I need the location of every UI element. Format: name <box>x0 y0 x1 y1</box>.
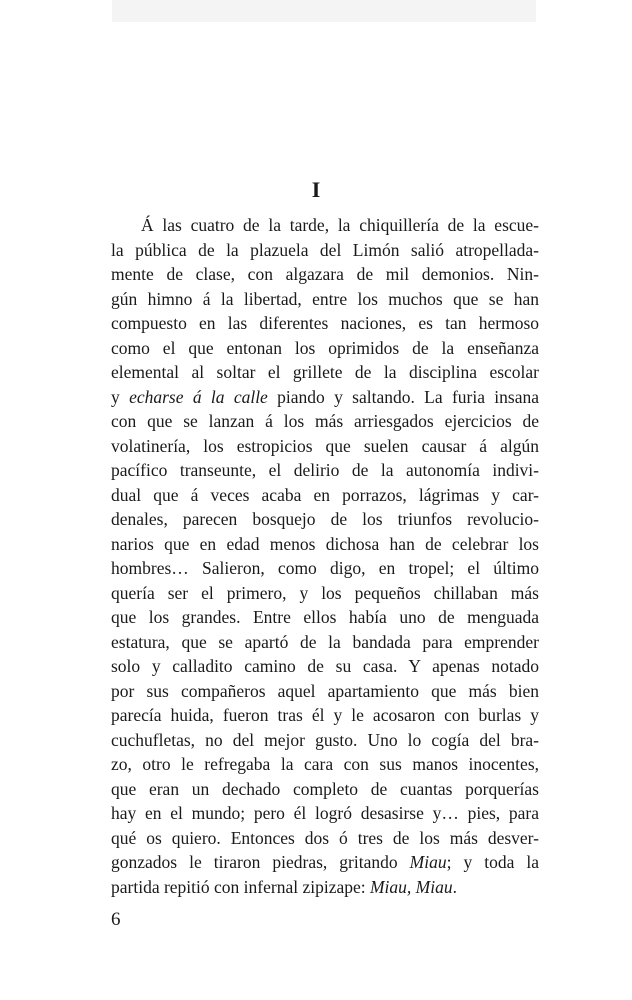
text-line: parecía huida, fueron tras él y le acosaron con burlas y <box>111 705 539 725</box>
text-line: narios que en edad menos dichosa han de celebrar los <box>111 533 539 554</box>
text-line: estatura, que se apartó de la bandada para emprender <box>111 631 539 652</box>
text-line: y echarse á la calle piando y saltando. La furia insana <box>111 386 539 407</box>
text-line: gonzados le tiraron piedras, gritando Miau; y toda la <box>111 852 539 872</box>
top-shadow-strip <box>112 0 536 22</box>
text-line: que los grandes. Entre ellos había uno de menguada <box>111 607 539 627</box>
body-text <box>111 213 539 899</box>
text-line: partida repitió con infernal zipizape: Miau, Miau. <box>111 876 457 897</box>
text-line: como el que entonan los oprimidos de la enseñanza <box>111 337 539 358</box>
text-line: dual que á veces acaba en porrazos, lágrimas y car- <box>111 484 539 505</box>
text-line: hay en el mundo; pero él logró desasirse y… pies, para <box>111 803 539 823</box>
text-line: por sus compañeros aquel apartamiento que más bien <box>111 680 539 701</box>
text-line: denales, parecen bosquejo de los triunfos revolucio- <box>111 509 539 529</box>
chapter-heading: I <box>311 177 321 202</box>
italic-word: Miau <box>409 852 447 872</box>
page-number: 6 <box>111 909 121 930</box>
text-line: volatinería, los estropicios que suelen causar á algún <box>111 435 539 456</box>
italic-phrase: Miau, Miau <box>369 876 453 897</box>
text-line: cuchufletas, no del mejor gusto. Uno lo cogía del bra- <box>111 729 539 750</box>
text-line: zo, otro le refregaba la cara con sus manos inocentes, <box>111 754 539 774</box>
text-line: solo y calladito camino de su casa. Y apenas notado <box>111 656 539 676</box>
text-line: que eran un dechado completo de cuantas porquerías <box>111 778 539 799</box>
text-line: compuesto en las diferentes naciones, es tan hermoso <box>111 313 539 333</box>
text-line: hombres… Salieron, como digo, en tropel; el último <box>111 558 539 578</box>
text-line: mente de clase, con algazara de mil demonios. Nin- <box>111 264 539 284</box>
text-line: Á las cuatro de la tarde, la chiquillería de la escue- <box>141 215 539 235</box>
text-line: quería ser el primero, y los pequeños chillaban más <box>111 582 539 603</box>
text-line: gún himno á la libertad, entre los muchos que se han <box>111 288 539 309</box>
text-line: con que se lanzan á los más arriesgados ejercicios de <box>111 411 539 431</box>
text-line: pacífico transeunte, el delirio de la autonomía indivi- <box>111 460 539 480</box>
text-line: elemental al soltar el grillete de la disciplina escolar <box>111 362 539 382</box>
italic-phrase: echarse á la calle <box>129 386 268 407</box>
text-line: qué os quiero. Entonces dos ó tres de los más desver- <box>111 827 539 848</box>
text-line: la pública de la plazuela del Limón salió atropellada- <box>111 239 539 260</box>
